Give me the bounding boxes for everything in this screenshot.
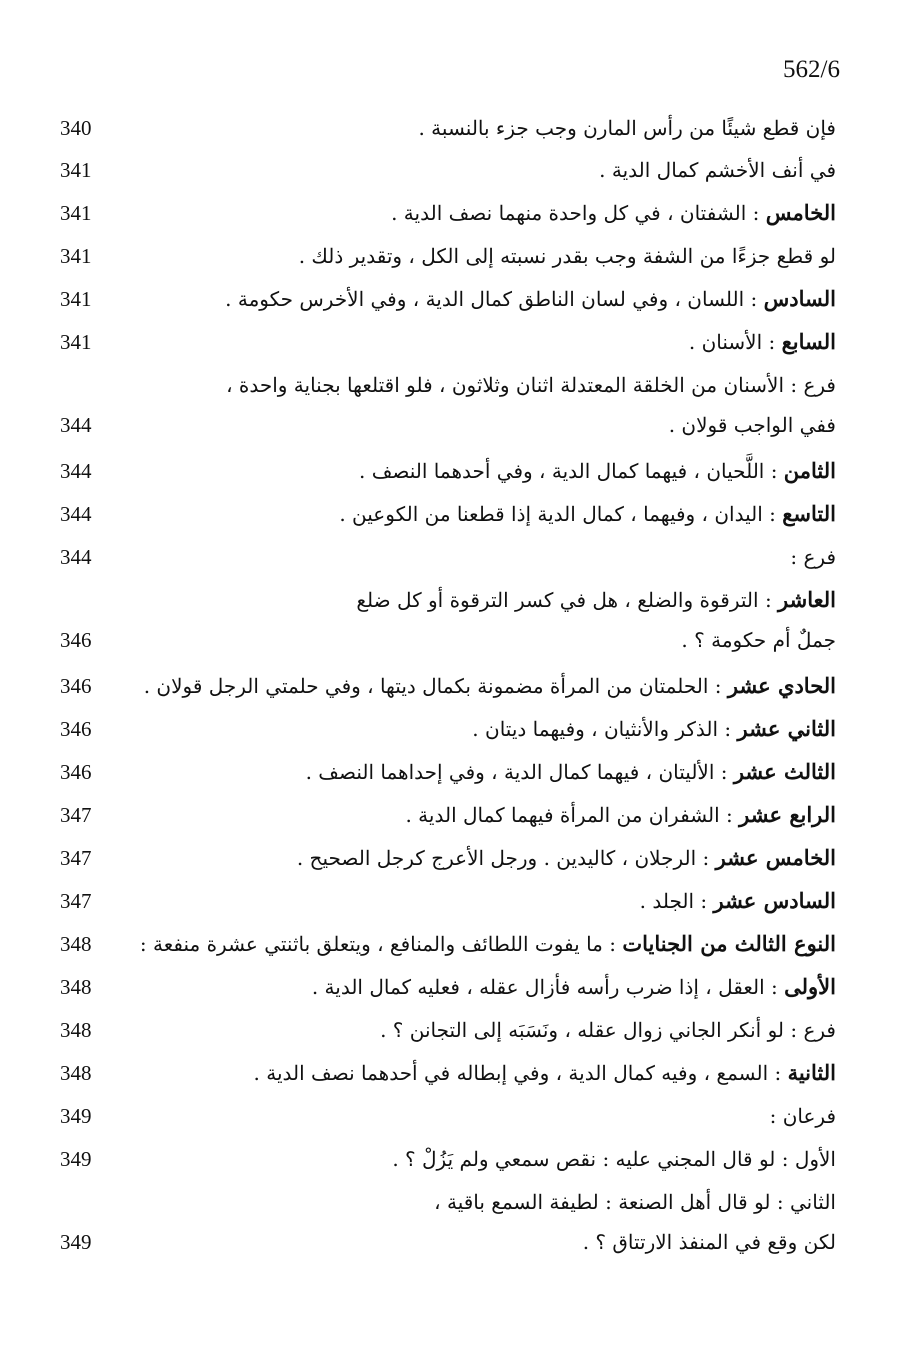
entry-body: في أنف الأخشم كمال الدية . [599, 158, 836, 182]
index-row [60, 108, 836, 148]
entry-body: : ما يفوت اللطائف والمنافع ، ويتعلق باثنتي عشرة منفعة : [139, 932, 623, 956]
entry-line [128, 193, 836, 233]
entry-page-ref: 344 [60, 459, 92, 483]
entry-heading: السابع [781, 329, 836, 354]
index-row [60, 494, 836, 534]
entry-body: فإن قطع شيئًا من رأس المارن وجب جزء بالنسبة . [418, 116, 836, 140]
entry-page-ref: 341 [60, 330, 92, 354]
entry-line [128, 1182, 836, 1222]
index-row [60, 537, 836, 577]
entry-body: فرع : [790, 545, 836, 569]
entry-page-ref: 348 [60, 1061, 92, 1085]
entry-text [110, 1010, 836, 1050]
entry-line [128, 580, 836, 620]
entry-body: فرعان : [769, 1104, 836, 1128]
entry-line [128, 150, 836, 190]
entry-heading: الخامس [765, 200, 836, 225]
index-row [60, 881, 836, 921]
index-row [60, 838, 836, 878]
entry-page-ref: 346 [60, 674, 92, 698]
entry-text [110, 967, 836, 1007]
entry-body: : الحلمتان من المرأة مضمونة بكمال ديتها ، وفي حلمتي الرجل قولان . [143, 674, 728, 698]
entry-page-ref: 348 [60, 932, 92, 956]
entry-heading: الثانية [787, 1060, 836, 1085]
entry-line [128, 494, 836, 534]
entry-body: : الجلد . [639, 889, 714, 913]
entry-body: : الشفران من المرأة فيهما كمال الدية . [405, 803, 740, 827]
index-row [60, 752, 836, 792]
entry-text [110, 1053, 836, 1093]
entry-line [128, 1096, 836, 1136]
entry-body: : الترقوة والضلع ، هل في كسر الترقوة أو كل ضلع [356, 588, 779, 612]
entry-text [110, 1096, 836, 1136]
entry-heading: النوع الثالث من الجنايات [622, 931, 836, 956]
entry-text [110, 279, 836, 319]
entry-page-ref: 344 [60, 413, 92, 437]
entry-line [128, 322, 836, 362]
index-row [60, 924, 836, 964]
entry-line [128, 279, 836, 319]
index-row [60, 236, 836, 276]
entry-page-ref: 346 [60, 628, 92, 652]
entry-text [110, 838, 836, 878]
entry-body: : الشفتان ، في كل واحدة منهما نصف الدية . [391, 201, 766, 225]
entry-text [110, 924, 836, 964]
entry-body: : الأليتان ، فيهما كمال الدية ، وفي إحداهما النصف . [305, 760, 734, 784]
index-row [60, 193, 836, 233]
entry-heading: الثاني عشر [737, 716, 836, 741]
entry-heading: الرابع عشر [739, 802, 836, 827]
entry-text [110, 108, 836, 148]
entry-continuation: لكن وقع في المنفذ الارتتاق ؟ . [582, 1230, 836, 1254]
entry-page-ref: 347 [60, 846, 92, 870]
index-row [60, 451, 836, 491]
entry-page-ref: 341 [60, 244, 92, 268]
index-row [60, 1010, 836, 1050]
entry-body: الأول : لو قال المجني عليه : نقص سمعي ولم يَزُلْ ؟ . [392, 1147, 836, 1171]
entry-page-ref: 347 [60, 889, 92, 913]
entry-line [128, 795, 836, 835]
entry-page-ref: 346 [60, 717, 92, 741]
entry-body: : الأسنان . [688, 330, 782, 354]
entry-text [110, 709, 836, 749]
entry-page-ref: 341 [60, 287, 92, 311]
entry-text [110, 537, 836, 577]
entry-body: : اليدان ، وفيهما ، كمال الدية إذا قطعنا من الكوعين . [339, 502, 783, 526]
index-row [60, 709, 836, 749]
entry-page-ref: 349 [60, 1147, 92, 1171]
entry-body: : اللَّحيان ، فيهما كمال الدية ، وفي أحدهما النصف . [359, 459, 784, 483]
index-row [60, 795, 836, 835]
index-row [60, 967, 836, 1007]
entry-text [110, 150, 836, 190]
entry-page-ref: 348 [60, 1018, 92, 1042]
entry-body: : الرجلان ، كاليدين . ورجل الأعرج كرجل الصحيح . [296, 846, 716, 870]
entry-line [128, 924, 836, 964]
entry-heading: التاسع [782, 501, 836, 526]
entry-text [110, 193, 836, 233]
index-row [60, 580, 836, 660]
index-row [60, 1053, 836, 1093]
entry-page-ref: 344 [60, 502, 92, 526]
entry-text [110, 365, 836, 445]
entry-page-ref: 341 [60, 201, 92, 225]
index-row [60, 1139, 836, 1179]
index-row [60, 365, 836, 445]
entry-text [110, 451, 836, 491]
entry-continuation: جملٌ أم حكومة ؟ . [681, 628, 836, 652]
entry-line [128, 881, 836, 921]
index-row [60, 1096, 836, 1136]
entry-text [110, 322, 836, 362]
entry-body: الثاني : لو قال أهل الصنعة : لطيفة السمع باقية ، [434, 1190, 836, 1214]
entry-text [110, 1139, 836, 1179]
index-row [60, 666, 836, 706]
entry-heading: الثالث عشر [733, 759, 836, 784]
entry-line [128, 1053, 836, 1093]
entry-heading: الثامن [783, 458, 836, 483]
entry-text [110, 795, 836, 835]
entry-heading: الخامس عشر [715, 845, 836, 870]
entry-heading: السادس [763, 286, 836, 311]
entry-page-ref: 340 [60, 116, 92, 140]
entry-page-ref: 341 [60, 158, 92, 182]
entry-body: : العقل ، إذا ضرب رأسه فأزال عقله ، فعليه كمال الدية . [311, 975, 785, 999]
entry-page-ref: 349 [60, 1104, 92, 1128]
entry-line [128, 752, 836, 792]
entry-line [128, 838, 836, 878]
entry-line [128, 1139, 836, 1179]
index-row [60, 322, 836, 362]
page-number: 562/6 [783, 56, 840, 83]
entry-body: : اللسان ، وفي لسان الناطق كمال الدية ، وفي الأخرس حكومة . [225, 287, 764, 311]
entry-text [110, 1182, 836, 1262]
entry-line [128, 666, 836, 706]
entry-text [110, 580, 836, 660]
entry-page-ref: 346 [60, 760, 92, 784]
entry-continuation: ففي الواجب قولان . [668, 413, 836, 437]
entry-line [128, 108, 836, 148]
entry-line [128, 1010, 836, 1050]
entry-heading: الحادي عشر [727, 673, 836, 698]
entry-page-ref: 344 [60, 545, 92, 569]
entry-line [128, 451, 836, 491]
index-row [60, 150, 836, 190]
entry-text [110, 494, 836, 534]
entry-text [110, 752, 836, 792]
entry-body: فرع : الأسنان من الخلقة المعتدلة اثنان وثلاثون ، فلو اقتلعها بجناية واحدة ، [226, 373, 836, 397]
entry-page-ref: 349 [60, 1230, 92, 1254]
entry-line [128, 537, 836, 577]
entry-body: : السمع ، وفيه كمال الدية ، وفي إبطاله في أحدهما نصف الدية . [253, 1061, 788, 1085]
entry-line [128, 967, 836, 1007]
index-row [60, 279, 836, 319]
entry-line [128, 236, 836, 276]
entry-heading: الأولى [784, 974, 836, 999]
entry-body: : الذكر والأنثيان ، وفيهما ديتان . [472, 717, 738, 741]
entry-page-ref: 348 [60, 975, 92, 999]
entry-text [110, 236, 836, 276]
entry-text [110, 666, 836, 706]
index-row [60, 1182, 836, 1262]
entry-page-ref: 347 [60, 803, 92, 827]
entry-body: لو قطع جزءًا من الشفة وجب بقدر نسبته إلى الكل ، وتقدير ذلك . [298, 244, 836, 268]
entry-heading: العاشر [778, 587, 836, 612]
entry-line [128, 365, 836, 405]
entry-heading: السادس عشر [713, 888, 836, 913]
entry-body: فرع : لو أنكر الجاني زوال عقله ، ونَسَبَه إلى التجانن ؟ . [380, 1018, 836, 1042]
entry-line [128, 709, 836, 749]
entry-text [110, 881, 836, 921]
